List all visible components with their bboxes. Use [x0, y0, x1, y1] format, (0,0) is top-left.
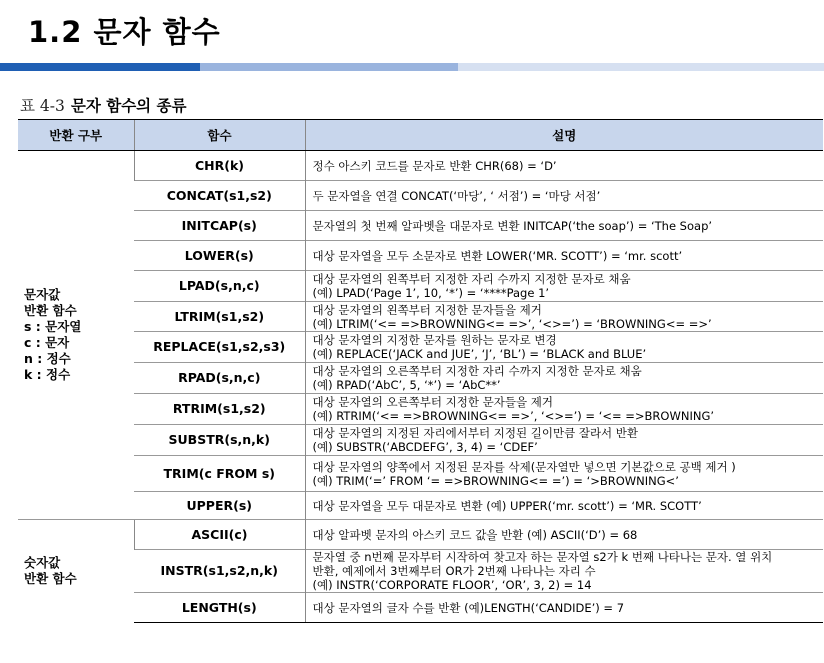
description-line: 문자열의 첫 번째 알파벳을 대문자로 변환 INITCAP(‘the soap’) = ‘The Soap’ — [312, 218, 713, 233]
function-description — [305, 456, 823, 492]
function-description — [305, 492, 823, 520]
description-line: 대상 문자열의 왼쪽부터 지정한 문자들을 제거 — [312, 302, 542, 317]
table-row — [18, 520, 823, 550]
description-line: 문자열 중 n번째 문자부터 시작하여 찾고자 하는 문자열 s2가 k 번째 나타나는 문자. 열 위치 — [312, 550, 773, 564]
description-line: (예) REPLACE(‘JACK and JUE’, ‘J’, ‘BL’) = ‘BLACK and BLUE’ — [312, 347, 647, 361]
table-row — [18, 332, 823, 363]
description-line: 두 문자열을 연결 CONCAT(‘마당’, ‘ 서점’) = ‘마당 서점’ — [312, 188, 601, 203]
function-description — [305, 363, 823, 394]
function-description — [305, 332, 823, 363]
description-line: 반환, 예제에서 3번째부터 OR가 2번째 나타나는 자리 수 — [312, 564, 596, 578]
function-name: CONCAT(s1,s2) — [134, 181, 305, 211]
description-line: 대상 문자열의 글자 수를 반환 (예)LENGTH(‘CANDIDE’) = 7 — [312, 600, 625, 615]
description-line: (예) LTRIM(‘<= =>BROWNING<= =>’, ‘<>=’) = ‘BROWNING<= =>’ — [312, 316, 712, 331]
function-description — [305, 181, 823, 211]
table-header-row — [18, 120, 823, 151]
group-label-line: s : 문자열 — [24, 319, 82, 334]
function-description — [305, 241, 823, 271]
table-row — [18, 241, 823, 271]
group-label-line: 문자값 — [24, 287, 61, 302]
function-name: RPAD(s,n,c) — [134, 363, 305, 394]
description-line: 대상 문자열의 지정된 자리에서부터 지정된 길이만큼 잘라서 반환 — [312, 426, 639, 440]
description-line: 대상 문자열의 양쪽에서 지정된 문자를 삭제(문자열만 넣으면 기본값으로 공백 제거 ) — [312, 459, 736, 474]
group-label-line: 숫자값 — [24, 555, 61, 571]
string-functions-table — [18, 119, 823, 623]
function-name: INSTR(s1,s2,n,k) — [134, 550, 305, 593]
description-line: 정수 아스키 코드를 문자로 반환 CHR(68) = ‘D’ — [312, 158, 557, 173]
description-line: 대상 문자열의 왼쪽부터 지정한 자리 수까지 지정한 문자로 채움 — [312, 272, 631, 286]
return-type-group-0 — [18, 151, 134, 520]
group-label-line: k : 정수 — [24, 367, 71, 382]
function-description — [305, 302, 823, 332]
title-underline-mid — [200, 63, 458, 71]
function-description — [305, 593, 823, 623]
function-name: ASCII(c) — [134, 520, 305, 550]
function-description — [305, 211, 823, 241]
description-line: 대상 문자열을 모두 대문자로 변환 (예) UPPER(‘mr. scott’) = ‘MR. SCOTT’ — [312, 498, 702, 513]
table-row — [18, 425, 823, 456]
function-name: LTRIM(s1,s2) — [134, 302, 305, 332]
group-label-line: 반환 함수 — [24, 571, 77, 587]
group-label-line: c : 문자 — [24, 335, 70, 350]
function-name: INITCAP(s) — [134, 211, 305, 241]
function-description — [305, 151, 823, 181]
description-line: 대상 문자열을 모두 소문자로 변환 LOWER(‘MR. SCOTT’) = ‘mr. scott’ — [312, 248, 683, 263]
table-row — [18, 151, 823, 181]
table-row — [18, 363, 823, 394]
function-name: TRIM(c FROM s) — [134, 456, 305, 492]
description-line: (예) LPAD(‘Page 1’, 10, ‘*’) = ‘****Page 1’ — [312, 286, 550, 300]
header-return-type: 반환 구부 — [18, 120, 134, 151]
function-description — [305, 271, 823, 302]
table-row — [18, 181, 823, 211]
table-caption — [20, 94, 186, 116]
function-description — [305, 550, 823, 593]
function-description — [305, 394, 823, 425]
description-line: 대상 문자열의 지정한 문자를 원하는 문자로 변경 — [312, 333, 557, 347]
return-type-group-1 — [18, 520, 134, 623]
description-line: 대상 알파벳 문자의 아스키 코드 값을 반환 (예) ASCII(‘D’) = 68 — [312, 527, 638, 542]
description-line: (예) TRIM(‘=’ FROM ‘= =>BROWNING<= =’) = ‘>BROWNING<’ — [312, 473, 679, 488]
function-name: CHR(k) — [134, 151, 305, 181]
header-description: 설명 — [305, 120, 823, 151]
table-row — [18, 394, 823, 425]
slide-title: 1.2 문자 함수 — [28, 15, 221, 49]
title-underline-dark — [0, 63, 200, 71]
caption-label: 표 4-3 — [20, 97, 65, 115]
description-line: (예) RPAD(‘AbC’, 5, ‘*’) = ‘AbC**’ — [312, 378, 501, 392]
description-line: (예) SUBSTR(‘ABCDEFG’, 3, 4) = ‘CDEF’ — [312, 440, 538, 454]
function-name: LPAD(s,n,c) — [134, 271, 305, 302]
title-underline-light — [458, 63, 824, 71]
description-line: 대상 문자열의 오른쪽부터 지정한 문자들을 제거 — [312, 395, 553, 409]
table-row — [18, 271, 823, 302]
function-description — [305, 520, 823, 550]
description-line: 대상 문자열의 오른쪽부터 지정한 자리 수까지 지정한 문자로 채움 — [312, 364, 642, 378]
function-name: LENGTH(s) — [134, 593, 305, 623]
header-function: 함수 — [134, 120, 305, 151]
caption-text: 문자 함수의 종류 — [70, 97, 187, 115]
description-line: (예) RTRIM(‘<= =>BROWNING<= =>’, ‘<>=’) = ‘<= =>BROWNING’ — [312, 409, 715, 423]
table-row — [18, 456, 823, 492]
table-row — [18, 302, 823, 332]
group-label-line: n : 정수 — [24, 351, 71, 366]
table-row — [18, 492, 823, 520]
function-name: SUBSTR(s,n,k) — [134, 425, 305, 456]
table-row — [18, 593, 823, 623]
table-row — [18, 550, 823, 593]
function-name: LOWER(s) — [134, 241, 305, 271]
function-name: UPPER(s) — [134, 492, 305, 520]
function-name: RTRIM(s1,s2) — [134, 394, 305, 425]
function-description — [305, 425, 823, 456]
function-name: REPLACE(s1,s2,s3) — [134, 332, 305, 363]
group-label-line: 반환 함수 — [24, 303, 77, 318]
description-line: (예) INSTR(‘CORPORATE FLOOR’, ‘OR’, 3, 2) = 14 — [312, 578, 592, 592]
table-row — [18, 211, 823, 241]
